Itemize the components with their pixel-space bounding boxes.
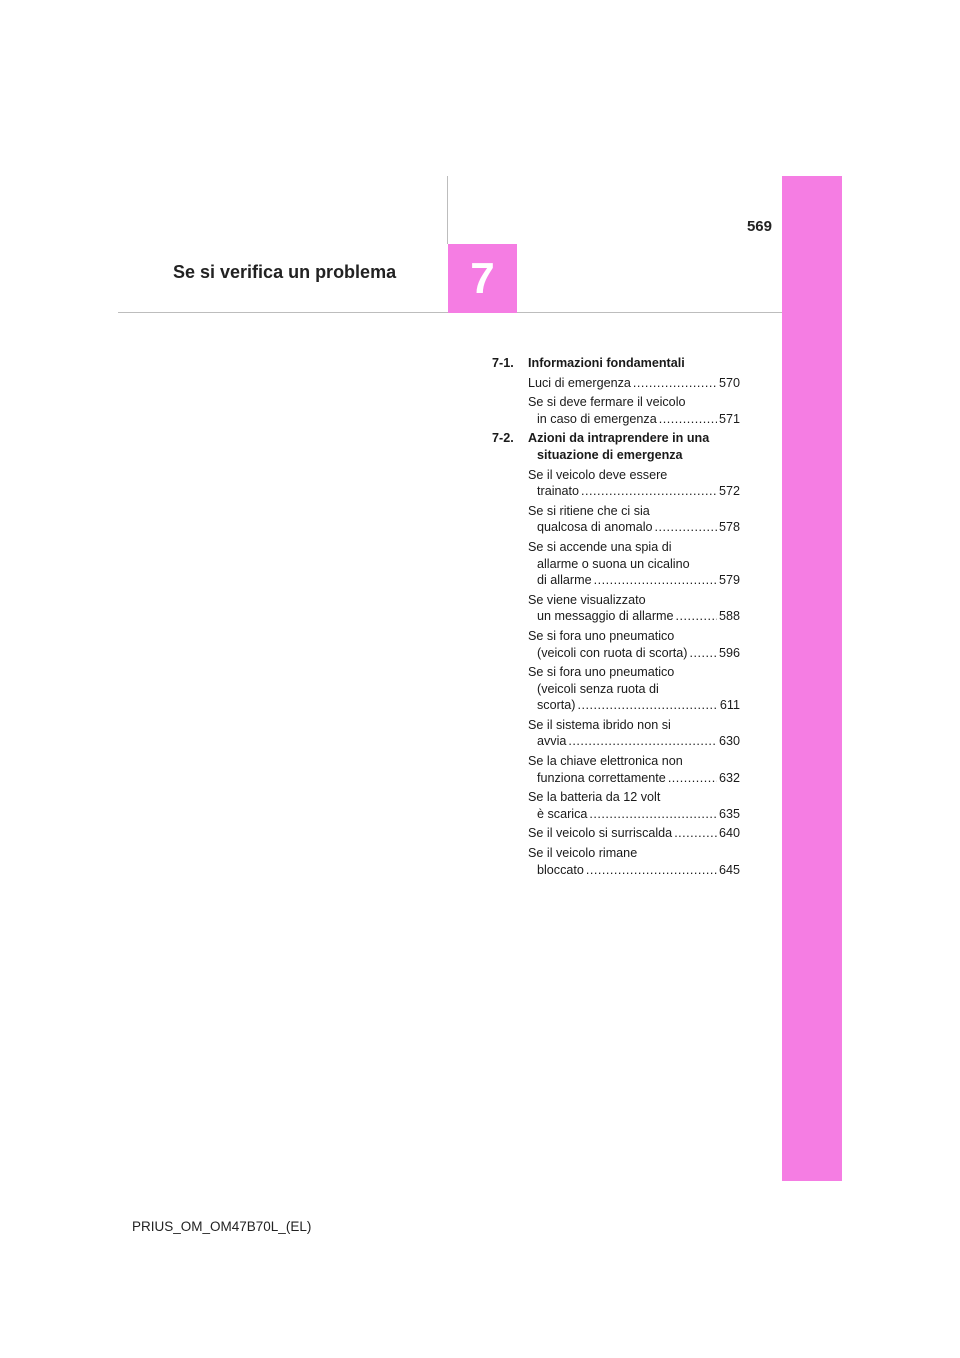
toc-section-heading — [492, 355, 740, 372]
toc-entry[interactable] — [528, 845, 740, 878]
toc-entry-text: Se si deve fermare il veicolo — [528, 395, 686, 410]
toc-entry-text: Se il veicolo rimane — [528, 846, 638, 861]
dot-leader — [633, 375, 717, 392]
header-vertical-rule — [447, 176, 448, 244]
toc-section-title: Informazioni fondamentali — [528, 356, 685, 370]
dot-leader — [676, 608, 717, 625]
toc-entry-text: (veicoli con ruota di scorta) — [537, 645, 688, 660]
chapter-side-tab — [782, 176, 842, 1181]
toc-entry[interactable] — [528, 789, 740, 822]
toc-entry-page: 588 — [718, 609, 740, 624]
document-code: PRIUS_OM_OM47B70L_(EL) — [132, 1219, 312, 1234]
toc-entry-text: bloccato — [537, 862, 584, 877]
toc-entry-page: 572 — [718, 484, 740, 499]
chapter-title: Se si verifica un problema — [173, 262, 397, 282]
toc-entry-text: Se si ritiene che ci sia — [528, 503, 650, 518]
toc-entry[interactable] — [528, 753, 740, 786]
toc-entry-text: Se si accende una spia di — [528, 539, 672, 554]
toc-entry-text: Se si fora uno pneumatico — [528, 665, 675, 680]
toc-entry-text: Se la chiave elettronica non — [528, 754, 683, 769]
toc-entry[interactable] — [528, 592, 740, 625]
toc-entry-text: Se la batteria da 12 volt — [528, 790, 661, 805]
toc-entry-text: è scarica — [537, 806, 588, 821]
toc-entry-text: Luci di emergenza — [528, 375, 631, 390]
table-of-contents — [492, 355, 740, 881]
toc-section-heading — [492, 430, 740, 463]
toc-entry-page: 635 — [718, 806, 740, 821]
toc-entry-page: 611 — [719, 698, 740, 713]
dot-leader — [690, 645, 717, 662]
dot-leader — [594, 572, 717, 589]
chapter-number-box — [448, 244, 517, 313]
toc-entry[interactable] — [528, 825, 740, 842]
toc-entry-text: scorta) — [537, 698, 576, 713]
toc-entry[interactable] — [528, 467, 740, 500]
toc-entry-page: 632 — [718, 770, 740, 785]
toc-entry-text: di allarme — [537, 573, 592, 588]
toc-entry-text: Se si fora uno pneumatico — [528, 628, 675, 643]
toc-entry-text: (veicoli senza ruota di — [537, 681, 659, 696]
dot-leader — [578, 697, 718, 714]
dot-leader — [659, 411, 717, 428]
toc-entry-page: 579 — [718, 573, 740, 588]
toc-entry-page: 640 — [718, 826, 740, 841]
dot-leader — [568, 733, 717, 750]
toc-entry-page: 578 — [718, 520, 740, 535]
toc-entry[interactable] — [528, 717, 740, 750]
dot-leader — [655, 519, 717, 536]
dot-leader — [668, 770, 717, 787]
toc-section-number: 7-1. — [492, 356, 514, 370]
toc-entry-text: avvia — [537, 734, 567, 749]
toc-entry[interactable] — [528, 394, 740, 427]
toc-entry-text: funziona correttamente — [537, 770, 666, 785]
toc-entry-page: 630 — [718, 734, 740, 749]
chapter-number: 7 — [470, 253, 495, 303]
dot-leader — [589, 806, 717, 823]
toc-entry-text: Se viene visualizzato — [528, 592, 646, 607]
toc-entry-text: Se il veicolo deve essere — [528, 467, 668, 482]
toc-entry-text: trainato — [537, 484, 580, 499]
dot-leader — [581, 483, 717, 500]
dot-leader — [586, 862, 717, 879]
toc-entry-page: 596 — [718, 645, 740, 660]
toc-entry-text: Se il sistema ibrido non si — [528, 717, 671, 732]
toc-section-number: 7-2. — [492, 431, 514, 446]
toc-section-title: Azioni da intraprendere in una situazione di emergenza — [528, 431, 710, 462]
toc-entry-text: in caso di emergenza — [537, 411, 657, 426]
toc-entry-page: 570 — [718, 375, 740, 390]
page-number: 569 — [746, 218, 772, 235]
toc-entry-text: Se il veicolo si surriscalda — [528, 826, 673, 841]
toc-entry[interactable] — [528, 375, 740, 392]
toc-entry[interactable] — [528, 628, 740, 661]
toc-entry[interactable] — [528, 539, 740, 589]
toc-entry[interactable] — [528, 664, 740, 714]
toc-entry-page: 571 — [718, 411, 740, 426]
toc-entry[interactable] — [528, 503, 740, 536]
toc-entry-text: un messaggio di allarme — [537, 609, 674, 624]
dot-leader — [674, 825, 717, 842]
toc-entry-page: 645 — [718, 862, 740, 877]
toc-entry-text: allarme o suona un cicalino — [537, 556, 690, 571]
toc-entry-text: qualcosa di anomalo — [537, 520, 653, 535]
